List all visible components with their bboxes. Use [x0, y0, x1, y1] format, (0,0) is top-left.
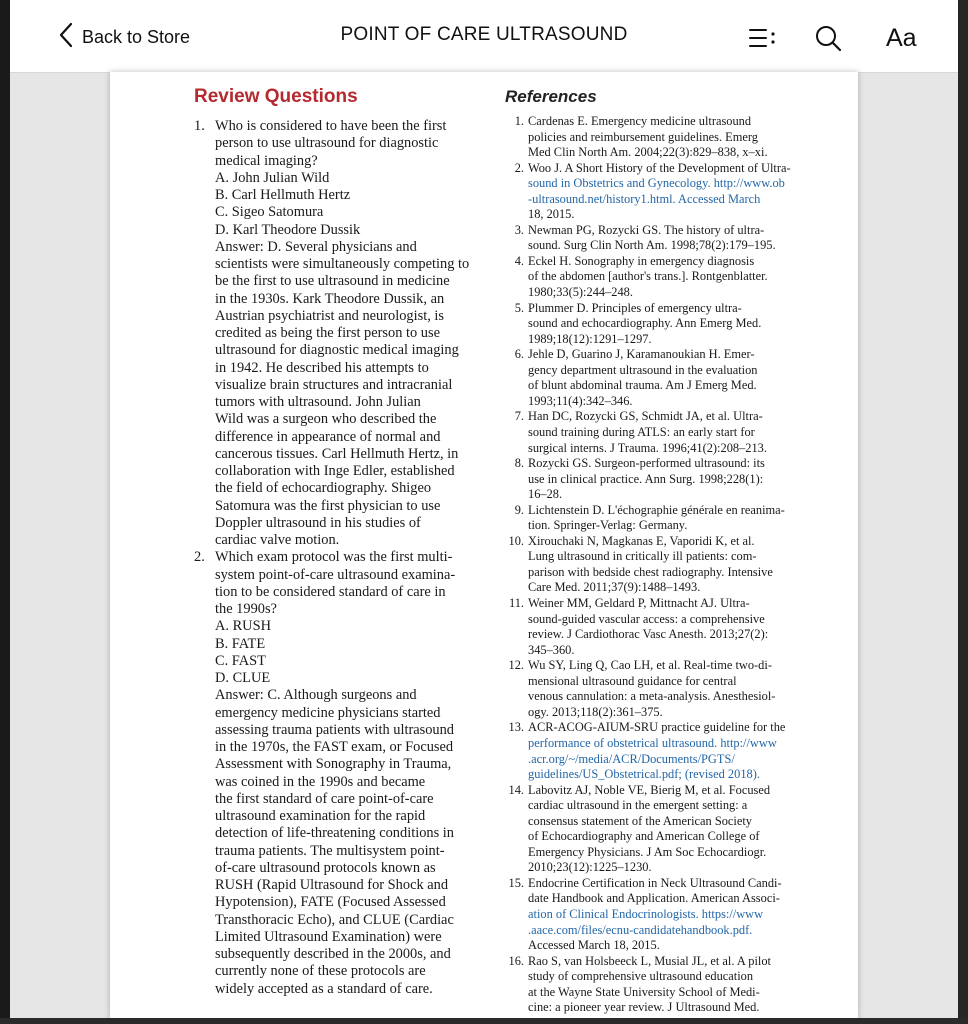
answer-option: C. FAST: [215, 652, 266, 669]
reference-number: 14.: [508, 782, 524, 797]
reference-line: cardiac ultrasound in the emergent setting: a: [528, 798, 748, 813]
answer-explanation-line: emergency medicine physicians started: [215, 704, 441, 721]
reference-line: ation of Clinical Endocrinologists. https://www: [528, 907, 764, 922]
reference-line: consensus statement of the American Society: [528, 813, 753, 828]
reference-line: mensional ultrasound guidance for central: [528, 673, 737, 688]
reference-line: ogy. 2013;118(2):361–375.: [528, 704, 663, 719]
answer-option: D. CLUE: [215, 670, 271, 686]
reference-line: Care Med. 2011;37(9):1488–1493.: [528, 580, 701, 595]
bottom-edge: [0, 1018, 968, 1024]
reference-line: date Handbook and Application. American Associ-: [528, 891, 780, 906]
reference-line: Lung ultrasound in critically ill patients: com-: [528, 549, 757, 564]
reference-line: 16–28.: [528, 487, 563, 502]
answer-explanation-line: cancerous tissues. Carl Hellmuth Hertz, in: [215, 445, 459, 462]
left-edge: [0, 0, 10, 1024]
answer-explanation-line: credited as being the first person to use: [215, 325, 440, 341]
reference-line: performance of obstetrical ultrasound. http://www: [528, 735, 777, 750]
answer-option: B. FATE: [215, 635, 266, 652]
reference-number: 1.: [514, 114, 524, 128]
reference-line: Weiner MM, Geldard P, Mittnacht AJ. Ultra-: [528, 596, 750, 611]
reference-number: 16.: [508, 953, 524, 968]
reference-line: of blunt abdominal trauma. Am J Emerg Med.: [528, 378, 757, 393]
answer-explanation-line: in the 1970s, the FAST exam, or Focused: [215, 739, 454, 755]
book-title: POINT OF CARE ULTRASOUND: [340, 24, 628, 45]
reference-line: Woo J. A Short History of the Development of Ultra-: [528, 160, 791, 175]
answer-explanation-line: was coined in the 1990s and became: [215, 773, 426, 790]
answer-explanation-line: in the 1930s. Kark Theodore Dussik, an: [215, 290, 445, 307]
answer-explanation-line: Hypotension), FATE (Focused Assessed: [215, 894, 446, 911]
reference-line: study of comprehensive ultrasound education: [528, 969, 754, 984]
reference-line: Med Clin North Am. 2004;22(3):829–838, x–xi.: [528, 145, 768, 160]
reference-line: Jehle D, Guarino J, Karamanoukian H. Emer-: [528, 347, 755, 362]
answer-explanation-line: Austrian psychiatrist and neurologist, is: [215, 307, 445, 324]
reader-toolbar: [10, 0, 958, 73]
reference-line: guidelines/US_Obstetrical.pdf; (revised 2018).: [528, 767, 760, 782]
reference-number: 6.: [514, 347, 524, 362]
answer-option: A. RUSH: [215, 618, 271, 635]
chevron-left-icon: [58, 22, 74, 53]
question-text-line: Which exam protocol was the first multi-: [215, 549, 453, 566]
answer-option: B. Carl Hellmuth Hertz: [215, 187, 351, 203]
answer-explanation-line: Wild was a surgeon who described the: [215, 411, 437, 428]
answer-option: C. Sigeo Satomura: [215, 204, 324, 221]
answer-explanation-line: the field of echocardiography. Shigeo: [215, 480, 432, 497]
reference-line: of the abdomen [author's trans.]. Rontgenblatter.: [528, 269, 768, 284]
answer-option: A. John Julian Wild: [215, 169, 330, 186]
reference-line: Newman PG, Rozycki GS. The history of ultra-: [528, 222, 765, 237]
answer-explanation-line: trauma patients. The multisystem point-: [215, 842, 445, 859]
reference-number: 13.: [508, 720, 524, 735]
reference-number: 10.: [508, 533, 524, 548]
reference-line: Cardenas E. Emergency medicine ultrasound: [528, 114, 752, 128]
reference-line: 2010;23(12):1225–1230.: [528, 860, 652, 875]
answer-explanation-line: Limited Ultrasound Examination) were: [215, 928, 442, 945]
answer-explanation-line: Doppler ultrasound in his studies of: [215, 514, 421, 531]
question-text-line: tion to be considered standard of care in: [215, 583, 446, 600]
answer-explanation-line: Answer: D. Several physicians and: [215, 238, 417, 255]
review-questions-heading: Review Questions: [194, 86, 358, 107]
reference-line: Wu SY, Ling Q, Cao LH, et al. Real-time two-di-: [528, 658, 772, 673]
reference-number: 7.: [514, 409, 524, 424]
answer-explanation-line: collaboration with Inge Edler, established: [215, 463, 455, 479]
answer-explanation-line: widely accepted as a standard of care.: [215, 980, 433, 997]
reference-line: 1980;33(5):244–248.: [528, 285, 633, 300]
answer-explanation-line: Assessment with Sonography in Trauma,: [215, 756, 452, 773]
answer-explanation-line: tumors with ultrasound. John Julian: [215, 394, 421, 410]
reference-line: 345–360.: [528, 642, 575, 657]
answer-explanation-line: Transthoracic Echo), and CLUE (Cardiac: [215, 911, 454, 928]
reference-line: use in clinical practice. Ann Surg. 1998;228(1):: [528, 471, 764, 486]
reference-line: Rao S, van Holsbeeck L, Musial JL, et al. A pilot: [528, 953, 771, 968]
reference-line: Plummer D. Principles of emergency ultra-: [528, 300, 742, 315]
reference-line: Rozycki GS. Surgeon-performed ultrasound: its: [528, 456, 765, 471]
answer-explanation-line: be the first to use ultrasound in medicine: [215, 273, 450, 290]
question-text-line: system point-of-care ultrasound examina-: [215, 566, 456, 583]
reference-number: 11.: [508, 596, 524, 611]
answer-explanation-line: of-care ultrasound protocols known as: [215, 859, 436, 876]
reference-line: policies and reimbursement guidelines. Emerg: [528, 129, 758, 144]
question-text-line: Who is considered to have been the first: [215, 118, 447, 134]
answer-explanation-line: ultrasound for diagnostic medical imaging: [215, 342, 459, 359]
answer-explanation-line: scientists were simultaneously competing to: [215, 256, 470, 272]
reference-line: sound. Surg Clin North Am. 1998;78(2):179–195.: [528, 238, 776, 253]
search-icon[interactable]: [812, 22, 844, 54]
list-contents-icon[interactable]: [746, 22, 778, 54]
answer-explanation-line: cardiac valve motion.: [215, 532, 340, 548]
reference-line: parison with bedside chest radiography. Intensive: [528, 564, 773, 579]
answer-explanation-line: visualize brain structures and intracranial: [215, 376, 453, 393]
answer-explanation-line: the first standard of care point-of-care: [215, 790, 434, 807]
answer-explanation-line: ultrasound examination for the rapid: [215, 808, 426, 824]
right-edge: [958, 0, 968, 1024]
reference-number: 15.: [508, 875, 524, 890]
reference-number: 3.: [514, 222, 524, 237]
font-settings-button[interactable]: Aa: [886, 24, 917, 52]
reference-line: -ultrasound.net/history1.html. Accessed March: [528, 191, 761, 206]
references-heading: References: [505, 87, 597, 106]
reference-line: sound and echocardiography. Ann Emerg Med.: [528, 316, 762, 331]
answer-explanation-line: currently none of these protocols are: [215, 963, 426, 980]
answer-explanation-line: subsequently described in the 2000s, and: [215, 946, 451, 962]
reference-line: Emergency Physicians. J Am Soc Echocardiogr.: [528, 844, 767, 859]
reference-number: 12.: [508, 658, 524, 673]
reference-line: surgical interns. J Trauma. 1996;41(2):208–213.: [528, 440, 767, 455]
reference-line: ACR-ACOG-AIUM-SRU practice guideline for the: [528, 720, 786, 735]
back-to-store-button[interactable]: [58, 22, 190, 52]
reference-line: Han DC, Rozycki GS, Schmidt JA, et al. Ultra-: [528, 409, 763, 424]
reference-line: venous cannulation: a meta-analysis. Anesthesiol-: [528, 689, 776, 704]
reference-line: Eckel H. Sonography in emergency diagnosis: [528, 253, 755, 268]
reference-line: 1989;18(12):1291–1297.: [528, 331, 652, 346]
question-number: 1.: [194, 118, 205, 134]
reference-number: 4.: [514, 253, 524, 268]
answer-explanation-line: in 1942. He described his attempts to: [215, 359, 429, 376]
reference-number: 5.: [514, 300, 524, 315]
answer-option: D. Karl Theodore Dussik: [215, 221, 361, 238]
reference-number: 9.: [514, 502, 524, 517]
reference-number: 8.: [514, 456, 524, 471]
reference-line: 1993;11(4):342–346.: [528, 393, 633, 408]
answer-explanation-line: difference in appearance of normal and: [215, 428, 441, 445]
reference-line: review. J Cardiothorac Vasc Anesth. 2013;27(2):: [528, 627, 769, 642]
answer-explanation-line: assessing trauma patients with ultrasound: [215, 721, 455, 738]
reference-line: Lichtenstein D. L'échographie générale en reanima-: [528, 502, 785, 517]
reference-line: Xirouchaki N, Magkanas E, Vaporidi K, et al.: [528, 533, 755, 548]
reference-line: .aace.com/files/ecnu-candidatehandbook.pdf.: [528, 922, 753, 937]
reference-line: of Echocardiography and American College of: [528, 829, 760, 844]
answer-explanation-line: Satomura was the first physician to use: [215, 497, 441, 514]
reference-line: at the Wayne State University School of Medi-: [528, 984, 760, 999]
question-text-line: person to use ultrasound for diagnostic: [215, 135, 439, 152]
answer-explanation-line: detection of life-threatening conditions in: [215, 825, 454, 842]
book-page: [110, 72, 858, 1020]
reference-number: 2.: [514, 160, 524, 175]
reference-line: gency department ultrasound in the evaluation: [528, 362, 758, 377]
back-label: Back to Store: [82, 26, 191, 47]
reference-line: Labovitz AJ, Noble VE, Bierig M, et al. Focused: [528, 782, 771, 797]
reference-line: sound training during ATLS: an early start for: [528, 424, 755, 439]
reference-line: sound-guided vascular access: a comprehensive: [528, 611, 765, 626]
question-number: 2.: [194, 549, 205, 566]
question-text-line: medical imaging?: [215, 152, 318, 169]
reference-line: 18, 2015.: [528, 207, 575, 222]
reference-line: Endocrine Certification in Neck Ultrasound Candi-: [528, 875, 782, 890]
question-text-line: the 1990s?: [215, 601, 277, 617]
reference-line: .acr.org/~/media/ACR/Documents/PGTS/: [528, 751, 735, 766]
answer-explanation-line: RUSH (Rapid Ultrasound for Shock and: [215, 877, 449, 893]
reference-line: Accessed March 18, 2015.: [528, 938, 660, 953]
reference-line: sound in Obstetrics and Gynecology. http://www.ob: [528, 176, 785, 191]
answer-explanation-line: Answer: C. Although surgeons and: [215, 687, 417, 704]
reference-line: tion. Springer-Verlag: Germany.: [528, 518, 688, 533]
reference-line: cine: a pioneer year review. J Ultrasound Med.: [528, 1000, 760, 1015]
